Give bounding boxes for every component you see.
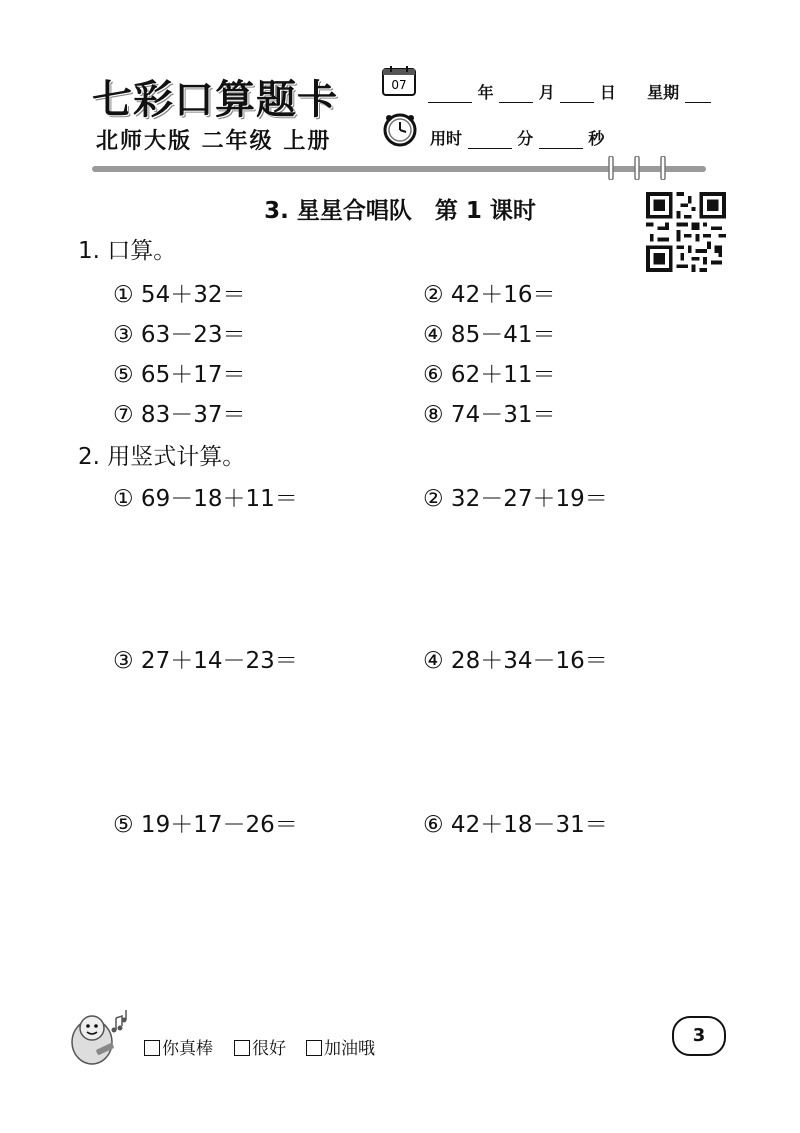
month-blank[interactable]	[499, 86, 533, 103]
checkbox[interactable]	[234, 1040, 250, 1056]
section2-heading: 2. 用竖式计算。	[78, 444, 246, 470]
seconds-label: 秒	[588, 129, 605, 148]
vertical-problem: ④ 28＋34－16＝	[423, 648, 608, 674]
day-label: 日	[599, 83, 616, 102]
oral-problem: ⑥ 62＋11＝	[423, 362, 556, 388]
oral-problem: ② 42＋16＝	[423, 282, 556, 308]
checkbox[interactable]	[144, 1040, 160, 1056]
weekday-blank[interactable]	[685, 86, 711, 103]
seconds-blank[interactable]	[539, 132, 583, 149]
rating-label: 加油哦	[324, 1039, 375, 1059]
weekday-label: 星期	[647, 83, 680, 102]
vertical-problem: ⑤ 19＋17－26＝	[113, 812, 298, 838]
time-line	[430, 126, 604, 149]
year-blank[interactable]	[428, 86, 472, 103]
day-blank[interactable]	[560, 86, 594, 103]
time-used-label: 用时	[430, 129, 463, 148]
lesson-title: 3. 星星合唱队 第 1 课时	[264, 198, 536, 224]
minutes-label: 分	[517, 129, 534, 148]
rating-label: 很好	[252, 1039, 286, 1059]
month-label: 月	[538, 83, 555, 102]
rating-option-good[interactable]	[234, 1034, 286, 1059]
date-line	[428, 80, 711, 103]
year-label: 年	[477, 83, 494, 102]
binding-ring-icon	[660, 156, 666, 180]
oral-problem: ③ 63－23＝	[113, 322, 246, 348]
oral-problem: ① 54＋32＝	[113, 282, 246, 308]
oral-problem: ④ 85－41＝	[423, 322, 556, 348]
brand-title: 七彩口算题卡	[92, 77, 338, 123]
vertical-problem: ⑥ 42＋18－31＝	[423, 812, 608, 838]
minutes-blank[interactable]	[468, 132, 512, 149]
clock-icon	[382, 112, 418, 148]
checkbox[interactable]	[306, 1040, 322, 1056]
section1-heading: 1. 口算。	[78, 238, 177, 264]
vertical-problem: ③ 27＋14－23＝	[113, 648, 298, 674]
calendar-icon	[382, 66, 416, 96]
page-number: 3	[672, 1016, 726, 1056]
oral-problem: ⑧ 74－31＝	[423, 402, 556, 428]
vertical-problem: ② 32－27＋19＝	[423, 486, 608, 512]
oral-problem: ⑦ 83－37＝	[113, 402, 246, 428]
calendar-day: 07	[391, 78, 407, 92]
edition-label: 北师大版 二年级 上册	[96, 129, 332, 154]
rating-option-great[interactable]	[144, 1034, 213, 1059]
vertical-problem: ① 69－18＋11＝	[113, 486, 298, 512]
binding-ring-icon	[634, 156, 640, 180]
rating-option-keep-trying[interactable]	[306, 1034, 375, 1059]
rating-label: 你真棒	[162, 1039, 213, 1059]
oral-problem: ⑤ 65＋17＝	[113, 362, 246, 388]
mascot-icon	[66, 1006, 136, 1072]
binding-ring-icon	[608, 156, 614, 180]
